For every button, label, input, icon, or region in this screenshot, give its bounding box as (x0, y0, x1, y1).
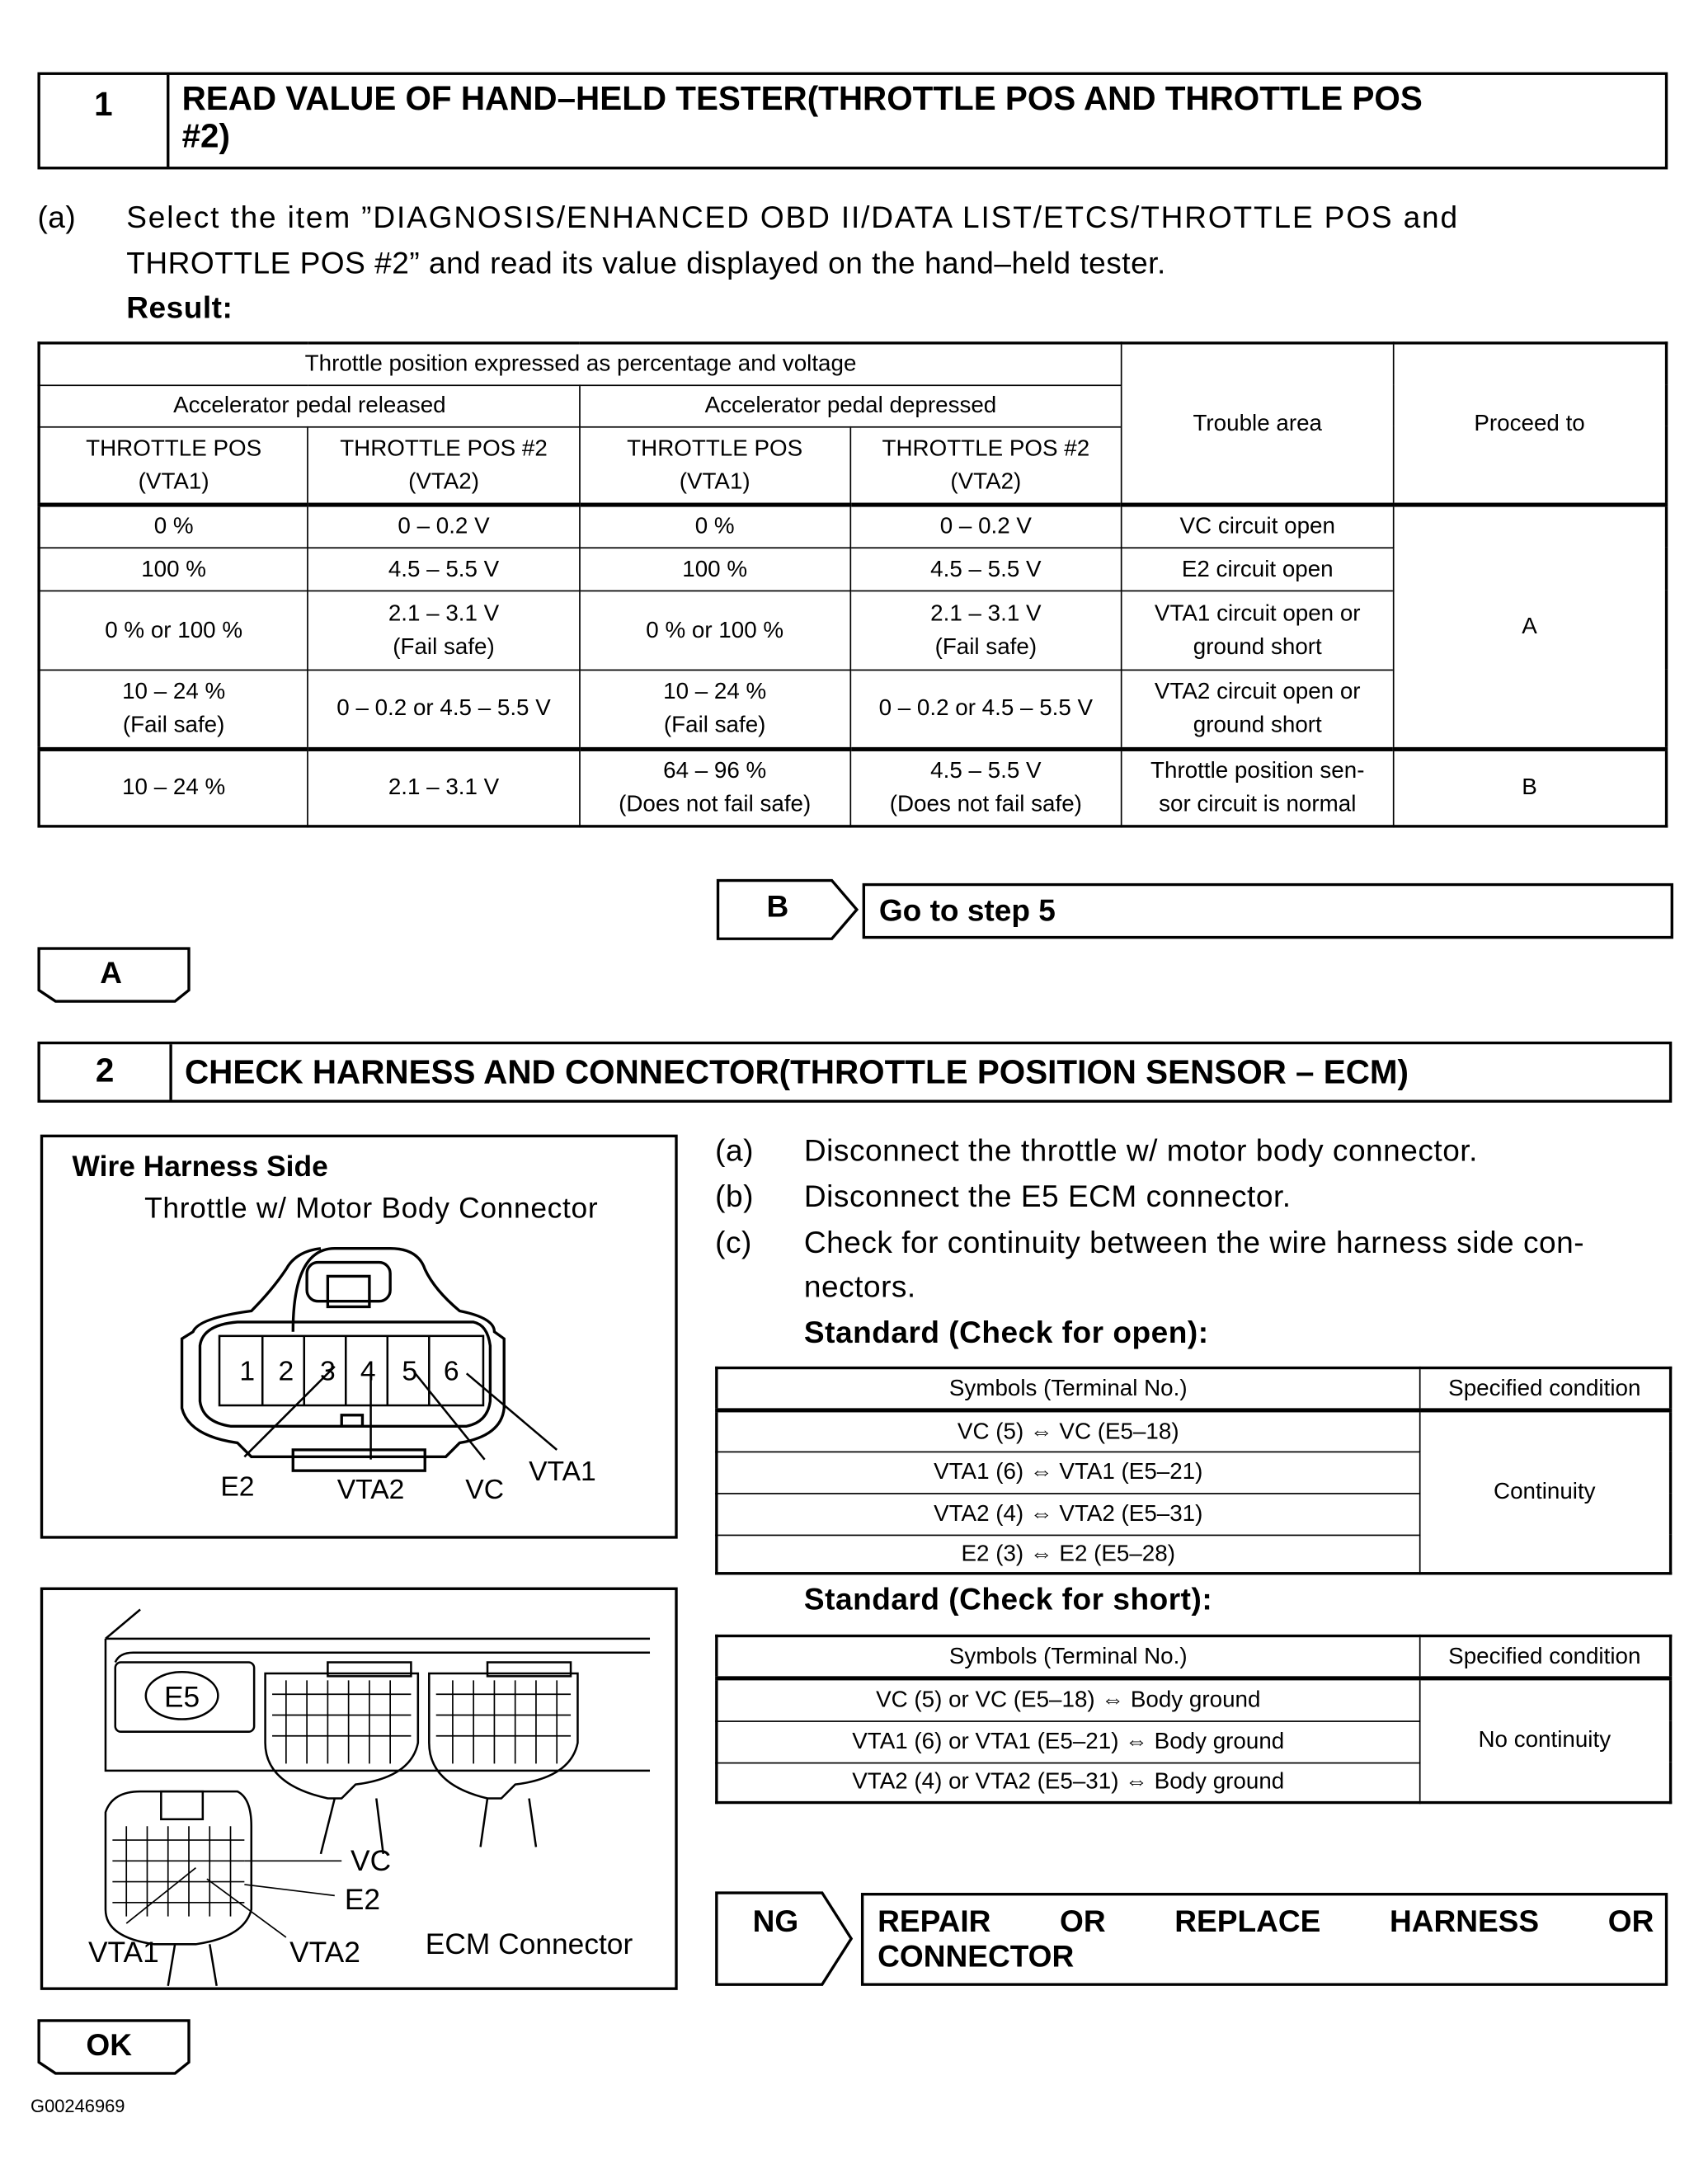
throttle-connector-drawing (43, 1137, 675, 1536)
open-check-table: Symbols (Terminal No.) Specified condition VC (5) ⇔ VC (E5–18) Continuity VTA1 (6) ⇔ VTA1 (E5–21) VTA2 (4) ⇔ VTA2 (E5–31) E2 (3) ⇔ E2 (E5–28) (715, 1367, 1672, 1575)
figure-id: G00246969 (31, 2095, 125, 2117)
step2-c-text2: nectors. (803, 1268, 916, 1305)
repair-replace-box[interactable] (861, 1893, 1668, 1986)
label-vta1: VTA1 (529, 1456, 596, 1487)
table-row: E2 (3) ⇔ E2 (E5–28) (717, 1535, 1671, 1574)
trouble-area-header: Trouble area (1122, 343, 1393, 504)
pin-2: 2 (278, 1356, 294, 1387)
proceed-a: A (1393, 504, 1666, 748)
pin-3: 3 (320, 1356, 336, 1387)
table-row: 0 % 0 – 0.2 V 0 % 0 – 0.2 V VC circuit open A (39, 504, 1666, 547)
ecm-label-e2: E2 (344, 1884, 381, 1917)
label-e2: E2 (220, 1471, 255, 1503)
step1-a-line1: Select the item ”DIAGNOSIS/ENHANCED OBD II/DATA LIST/ETCS/THROTTLE POS and (126, 200, 1459, 235)
pin-1: 1 (239, 1356, 256, 1387)
step2-c-text: Check for continuity between the wire harness side con- (803, 1225, 1585, 1260)
step2-a-text: Disconnect the throttle w/ motor body connector. (803, 1132, 1478, 1169)
short-standard-title: Standard (Check for short): (803, 1581, 1213, 1617)
table-row: 10 – 24 % (Fail safe) 0 – 0.2 or 4.5 – 5.5 V 10 – 24 % (Fail safe) 0 – 0.2 or 4.5 – 5.5 V VTA2 circuit open or ground short (39, 670, 1666, 749)
result-label: Result: (126, 289, 233, 326)
group-header: Throttle position expressed as percentage and voltage (39, 343, 1122, 385)
table-row: VTA1 (6) ⇔ VTA1 (E5–21) (717, 1452, 1671, 1494)
step2-b-text: Disconnect the E5 ECM connector. (803, 1179, 1292, 1214)
table-row: VTA1 (6) or VTA1 (E5–21) ⇔ Body ground (717, 1720, 1671, 1762)
step1-header (37, 73, 1668, 170)
go-to-step5-label: Go to step 5 (878, 892, 1056, 928)
step1-number: 1 (40, 75, 170, 167)
go-to-step5-box[interactable] (863, 883, 1673, 939)
e5-label: E5 (163, 1681, 200, 1714)
table-row: 100 % 4.5 – 5.5 V 100 % 4.5 – 5.5 V E2 circuit open (39, 547, 1666, 590)
a-button-label: A (100, 955, 122, 991)
diagram1-subtitle: Throttle w/ Motor Body Connector (144, 1193, 599, 1226)
step2-number: 2 (40, 1044, 172, 1099)
ok-button-label: OK (86, 2027, 132, 2063)
table-row: 0 % or 100 % 2.1 – 3.1 V (Fail safe) 0 % or 100 % 2.1 – 3.1 V (Fail safe) VTA1 circuit open or ground short (39, 591, 1666, 670)
diagram1-title: Wire Harness Side (72, 1151, 328, 1184)
step2-a-label: (a) (715, 1132, 754, 1169)
step1-a-line2: THROTTLE POS #2” and read its value displayed on the hand–held tester. (126, 246, 1166, 281)
label-vc: VC (465, 1474, 505, 1505)
col-header: THROTTLE POS (VTA1) (39, 426, 308, 504)
ng-label: NG (752, 1904, 799, 1939)
step2-header (37, 1042, 1672, 1103)
depressed-header: Accelerator pedal depressed (580, 384, 1122, 426)
ecm-label-vc: VC (351, 1845, 392, 1878)
col-header: THROTTLE POS (VTA1) (580, 426, 850, 504)
ecm-drawing (43, 1590, 675, 1988)
result-table (37, 341, 1668, 827)
table-row: VC (5) ⇔ VC (E5–18) Continuity (717, 1410, 1671, 1452)
proceed-b: B (1393, 749, 1666, 826)
step1-a-label: (a) (37, 200, 77, 235)
step1-title: READ VALUE OF HAND–HELD TESTER(THROTTLE POS AND THROTTLE POS #2) (181, 80, 1423, 156)
step2-b-label: (b) (715, 1179, 754, 1214)
ecm-caption: ECM Connector (425, 1928, 633, 1961)
wire-harness-diagram (40, 1135, 678, 1539)
pin-4: 4 (360, 1356, 376, 1387)
col-header: THROTTLE POS #2 (VTA2) (850, 426, 1122, 504)
ng-action-line2: CONNECTOR (878, 1938, 1075, 1974)
proceed-to-header: Proceed to (1393, 343, 1666, 504)
table-row: 10 – 24 % 2.1 – 3.1 V 64 – 96 % (Does not fail safe) 4.5 – 5.5 V (Does not fail safe) Throttle position sen- sor circuit is normal B (39, 749, 1666, 826)
step2-title: CHECK HARNESS AND CONNECTOR(THROTTLE POSITION SENSOR – ECM) (184, 1054, 1409, 1092)
table-row: VTA2 (4) ⇔ VTA2 (E5–31) (717, 1493, 1671, 1535)
no-continuity-condition: No continuity (1419, 1678, 1671, 1803)
col-header: THROTTLE POS #2 (VTA2) (308, 426, 579, 504)
pin-5: 5 (402, 1356, 418, 1387)
ecm-label-vta2: VTA2 (289, 1937, 360, 1970)
table-row: VC (5) or VC (E5–18) ⇔ Body ground No continuity (717, 1678, 1671, 1720)
open-standard-title: Standard (Check for open): (803, 1315, 1209, 1350)
ng-action-line1: REPAIR OR REPLACE HARNESS OR (878, 1904, 1654, 1939)
short-check-table: Symbols (Terminal No.) Specified condition VC (5) or VC (E5–18) ⇔ Body ground No continuity VTA1 (6) or VTA1 (E5–21) ⇔ Body ground VTA2 (4) or VTA2 (E5–31) ⇔ Body ground (715, 1635, 1672, 1804)
b-label: B (766, 888, 789, 924)
step2-c-label: (c) (715, 1225, 752, 1260)
ecm-connector-diagram (40, 1588, 678, 1990)
label-vta2: VTA2 (336, 1474, 405, 1505)
pin-6: 6 (443, 1356, 459, 1387)
ecm-label-vta1: VTA1 (87, 1937, 159, 1970)
continuity-condition: Continuity (1419, 1410, 1671, 1574)
released-header: Accelerator pedal released (39, 384, 580, 426)
table-row: VTA2 (4) or VTA2 (E5–31) ⇔ Body ground (717, 1762, 1671, 1803)
